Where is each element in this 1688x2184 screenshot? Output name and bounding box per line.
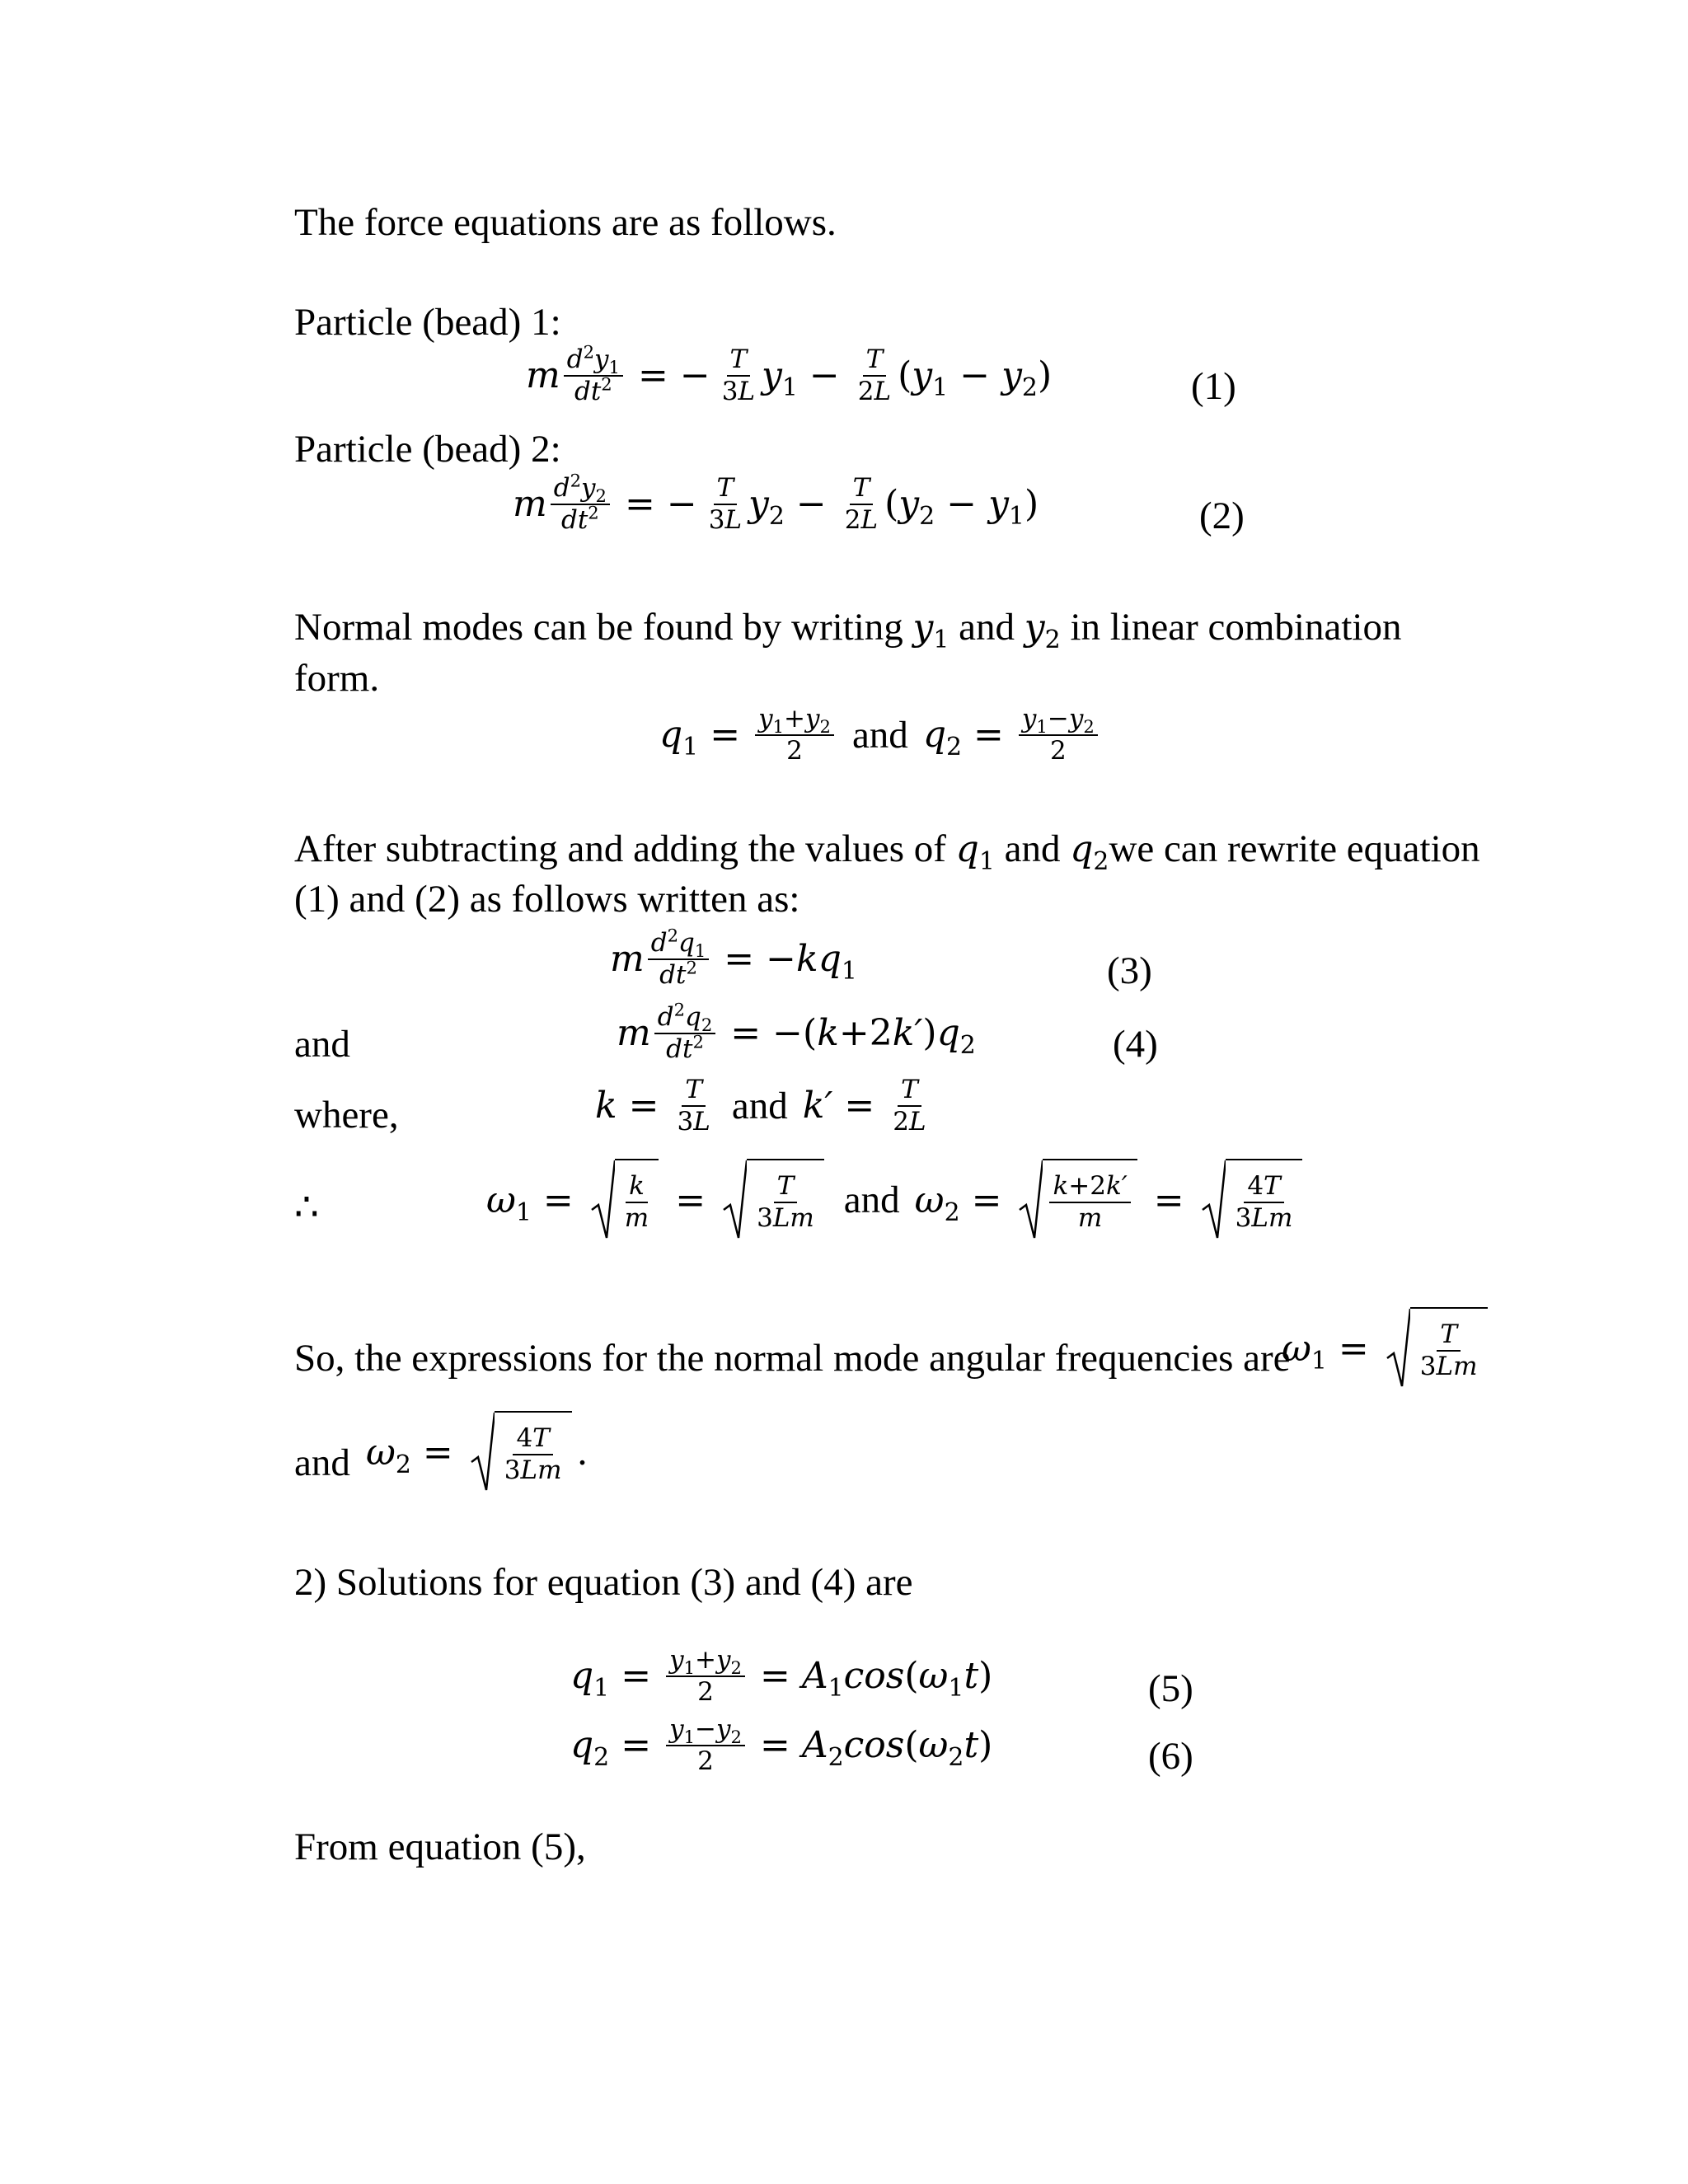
normal-modes-line1 — [294, 606, 1402, 654]
equation-2: m $\frac{d^2y_2}{dt^2}$ = − $\frac{T}{3L}$ $y_2$ − $\frac{T}{2L}$ ( $y_2$ − $y_1$ ) — [513, 470, 1039, 535]
and-word-1: and — [851, 713, 908, 757]
where-label: where, — [294, 1094, 399, 1137]
period: . — [576, 1431, 588, 1474]
equation-number-3: (3) — [1107, 949, 1152, 992]
equation-1: m $\frac{d^2y_1}{dt^2}$ = − $\frac{T}{3L}$ $y_1$ − $\frac{T}{2L}$ ( $y_1$ − $y_2$ ) — [526, 341, 1053, 406]
q2-symbol: $q_2$ — [1070, 828, 1109, 876]
after-text-b: and — [1004, 827, 1061, 870]
y2-symbol: $y_2$ — [1024, 607, 1061, 654]
omega2-result: $\omega_2$ = 4T 3Lm . — [366, 1411, 588, 1493]
equation-number-6: (6) — [1148, 1735, 1193, 1778]
omega-expressions: $\omega_1$ = k m = T 3Lm and $\omega_2$ = k+2k′ m = 4T 3Lm — [486, 1159, 1307, 1241]
y1-symbol: $y_1$ — [912, 607, 950, 654]
and-word-3: and — [843, 1179, 900, 1221]
equation-number-1: (1) — [1191, 365, 1236, 408]
and-omega-prefix: and — [294, 1441, 350, 1484]
after-text-c: we can rewrite equation — [1109, 827, 1480, 870]
k-definitions: k = $\frac{T}{3L}$ and k′ = $\frac{T}{2L}$ — [595, 1075, 926, 1137]
and-word-2: and — [731, 1084, 788, 1127]
intro-text: The force equations are as follows. — [294, 201, 837, 244]
after-line1 — [294, 827, 1480, 876]
normal-modes-line2: form. — [294, 657, 380, 700]
equation-number-5: (5) — [1148, 1667, 1193, 1710]
so-line: So, the expressions for the normal mode angular frequencies are — [294, 1337, 1291, 1380]
equation-3: m $\frac{d^2q_1}{dt^2}$ = − $kq_1$ — [610, 925, 857, 990]
omega1-result: $\omega_1$ = T 3Lm — [1282, 1307, 1493, 1390]
therefore-symbol: ∴ — [294, 1186, 319, 1229]
particle1-label: Particle (bead) 1: — [294, 301, 561, 344]
after-line2: (1) and (2) as follows written as: — [294, 878, 800, 921]
equation-number-4: (4) — [1113, 1023, 1158, 1066]
equation-4: m $\frac{d^2q_2}{dt^2}$ = −( k +2 k′ ) $q_2$ — [617, 999, 976, 1064]
equation-number-2: (2) — [1199, 494, 1245, 537]
q1-symbol: $q_1$ — [955, 828, 995, 876]
particle2-label: Particle (bead) 2: — [294, 428, 561, 471]
solutions-line: 2) Solutions for equation (3) and (4) are — [294, 1561, 913, 1604]
and-label: and — [294, 1023, 350, 1066]
equation-6: $q_2$ = $\frac{y_1-y_2}{2}$ = $A_2\cos$ ( $\omega_2t$ ) — [570, 1714, 993, 1776]
normal-modes-text-a: Normal modes can be found by writing — [294, 606, 903, 649]
equation-5: $q_1$ = $\frac{y_1+y_2}{2}$ = $A_1\cos$ ( $\omega_1t$ ) — [570, 1645, 993, 1707]
normal-modes-text-b: and — [959, 606, 1015, 649]
from-line: From equation (5), — [294, 1825, 586, 1868]
q-definitions: $q_1$ = $\frac{y_1+y_2}{2}$ and $q_2$ = $\frac{y_1-y_2}{2}$ — [659, 705, 1101, 764]
normal-modes-text-c: in linear combination — [1070, 606, 1402, 649]
after-text-a: After subtracting and adding the values of — [294, 827, 946, 870]
